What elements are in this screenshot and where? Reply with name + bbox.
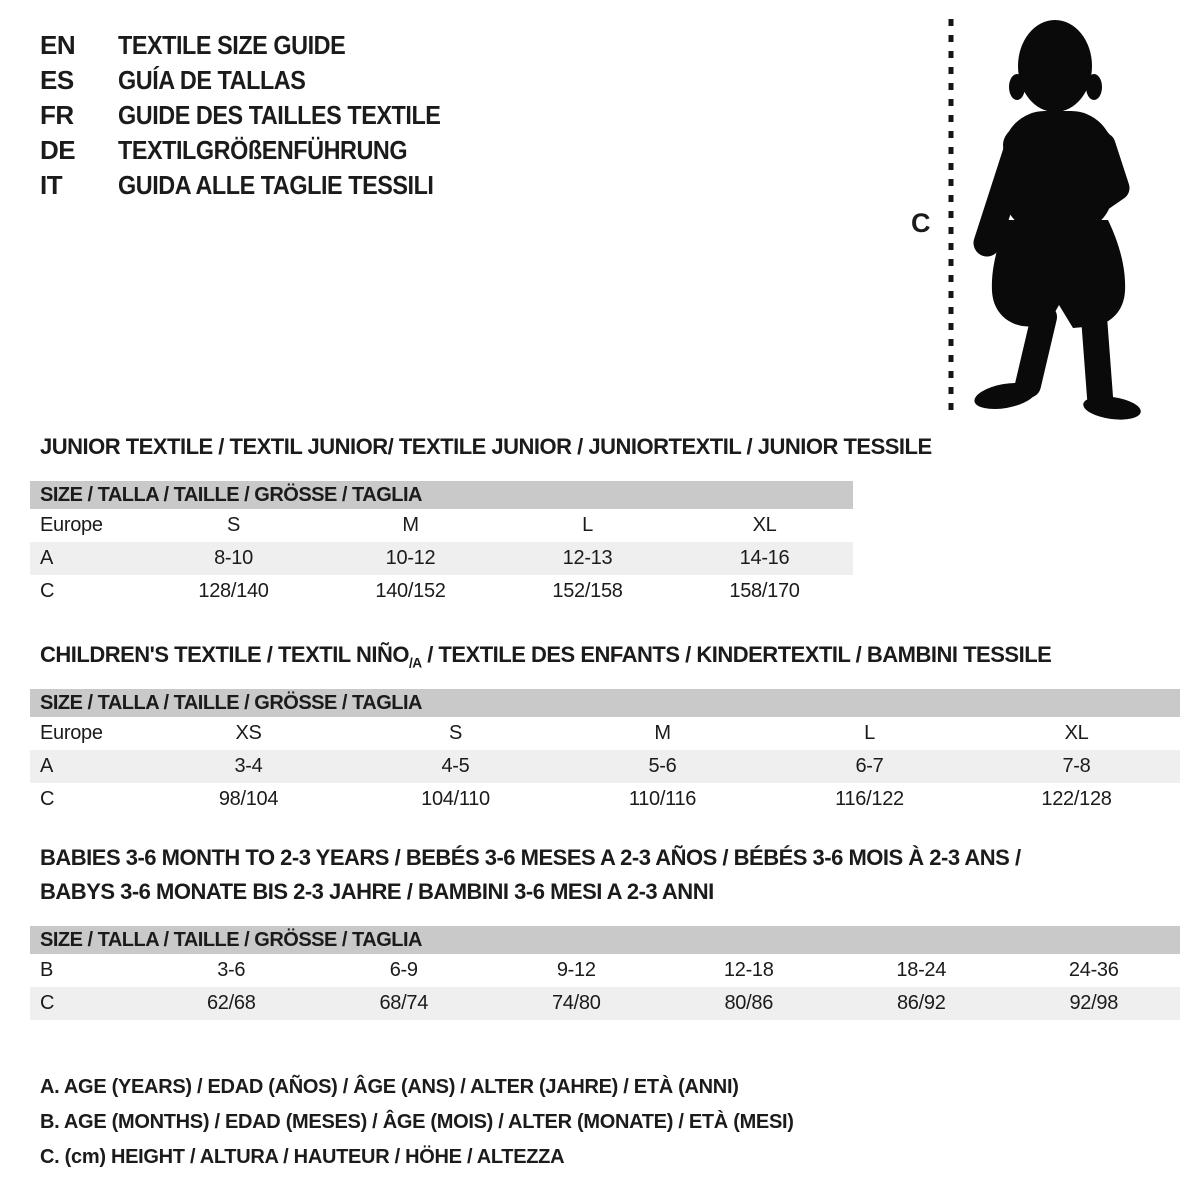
toddler-silhouette-icon: [905, 5, 1165, 425]
height-cell: 104/110: [421, 788, 490, 810]
junior-europe-row: [30, 509, 853, 542]
months-cell: 3-6: [217, 959, 246, 981]
age-cell: 14-16: [739, 547, 790, 569]
row-label: C: [40, 580, 55, 602]
language-row-en: [40, 28, 476, 63]
size-cell: XL: [752, 514, 777, 536]
height-cell: 62/68: [206, 992, 256, 1014]
language-row-fr: [40, 98, 476, 133]
guide-title-es: GUÍA DE TALLAS: [118, 65, 306, 95]
language-code-de: DE: [40, 135, 76, 165]
height-cell: 68/74: [379, 992, 429, 1014]
babies-table: [30, 926, 1180, 1020]
row-label: A: [40, 755, 54, 777]
age-cell: 4-5: [441, 755, 470, 777]
months-cell: 18-24: [896, 959, 947, 981]
language-code-en: EN: [40, 30, 76, 60]
children-height-row: [30, 783, 1180, 816]
row-label: Europe: [40, 514, 103, 536]
months-cell: 12-18: [723, 959, 774, 981]
size-cell: M: [402, 514, 419, 536]
size-cell: XL: [1064, 722, 1089, 744]
language-row-it: [40, 168, 476, 203]
age-cell: 3-4: [234, 755, 263, 777]
age-cell: 10-12: [385, 547, 436, 569]
age-cell: 8-10: [214, 547, 253, 569]
size-cell: S: [448, 722, 463, 744]
children-title-prefix: CHILDREN'S TEXTILE / TEXTIL NIÑO: [40, 642, 409, 667]
language-row-de: [40, 133, 476, 168]
junior-table: [30, 481, 853, 608]
height-cell: 86/92: [896, 992, 946, 1014]
guide-title-en: TEXTILE SIZE GUIDE: [118, 30, 346, 60]
row-label: C: [40, 992, 55, 1014]
months-cell: 24-36: [1068, 959, 1119, 981]
babies-table-section: [30, 841, 1180, 1020]
legend-age-months: B. AGE (MONTHS) / EDAD (MESES) / ÂGE (MOIS) / ALTER (MONATE) / ETÀ (MESI): [40, 1111, 794, 1133]
height-cell: 158/170: [729, 580, 800, 602]
age-cell: 12-13: [562, 547, 613, 569]
height-cell: 92/98: [1069, 992, 1119, 1014]
guide-title-it: GUIDA ALLE TAGLIE TESSILI: [118, 170, 434, 200]
height-cell: 74/80: [551, 992, 601, 1014]
height-cell: 98/104: [218, 788, 279, 810]
height-cell: 128/140: [198, 580, 269, 602]
height-cell: 122/128: [1041, 788, 1112, 810]
children-age-row: [30, 750, 1180, 783]
babies-table-title-line2: BABYS 3-6 MONATE BIS 2-3 JAHRE / BAMBINI 3-6 MESI A 2-3 ANNI: [40, 879, 714, 904]
size-cell: L: [864, 722, 875, 744]
language-code-it: IT: [40, 170, 63, 200]
junior-age-row: [30, 542, 853, 575]
toddler-figure: [905, 5, 1165, 425]
language-code-fr: FR: [40, 100, 74, 130]
height-cell: 140/152: [375, 580, 446, 602]
babies-table-title-line1: BABIES 3-6 MONTH TO 2-3 YEARS / BEBÉS 3-6 MESES A 2-3 AÑOS / BÉBÉS 3-6 MOIS À 2-3 ANS /: [40, 845, 1021, 870]
size-cell: S: [226, 514, 241, 536]
height-cell: 116/122: [835, 788, 904, 810]
legend-age-years: A. AGE (YEARS) / EDAD (AÑOS) / ÂGE (ANS) / ALTER (JAHRE) / ETÀ (ANNI): [40, 1076, 739, 1098]
age-cell: 5-6: [648, 755, 677, 777]
row-label: B: [40, 959, 54, 981]
size-cell: XS: [235, 722, 262, 744]
size-cell: L: [582, 514, 593, 536]
age-cell: 6-7: [855, 755, 884, 777]
children-table: [30, 689, 1180, 816]
children-table-section: [30, 642, 1180, 816]
guide-title-fr: GUIDE DES TAILLES TEXTILE: [118, 100, 441, 130]
language-code-es: ES: [40, 65, 74, 95]
babies-size-header: SIZE / TALLA / TAILLE / GRÖSSE / TAGLIA: [30, 926, 1180, 954]
junior-size-header: SIZE / TALLA / TAILLE / GRÖSSE / TAGLIA: [30, 481, 853, 509]
height-measure-label: C: [911, 208, 931, 238]
legend-block: [40, 1070, 794, 1175]
row-label: Europe: [40, 722, 103, 744]
row-label: A: [40, 547, 54, 569]
children-title-suffix: / TEXTILE DES ENFANTS / KINDERTEXTIL / BAMBINI TESSILE: [421, 642, 1052, 667]
size-cell: M: [654, 722, 671, 744]
legend-height-cm: C. (cm) HEIGHT / ALTURA / HAUTEUR / HÖHE / ALTEZZA: [40, 1146, 565, 1168]
guide-title-de: TEXTILGRÖßENFÜHRUNG: [118, 135, 408, 165]
children-europe-row: [30, 717, 1180, 750]
language-title-block: [40, 28, 476, 203]
children-table-title: [30, 642, 1180, 671]
row-label: C: [40, 788, 55, 810]
junior-height-row: [30, 575, 853, 608]
babies-height-row: [30, 987, 1180, 1020]
language-row-es: [40, 63, 476, 98]
junior-table-title: JUNIOR TEXTILE / TEXTIL JUNIOR/ TEXTILE JUNIOR / JUNIORTEXTIL / JUNIOR TESSILE: [40, 434, 932, 459]
children-size-header: SIZE / TALLA / TAILLE / GRÖSSE / TAGLIA: [30, 689, 1180, 717]
babies-months-row: [30, 954, 1180, 987]
age-cell: 7-8: [1062, 755, 1091, 777]
children-title-sub: /A: [408, 655, 422, 671]
months-cell: 9-12: [556, 959, 596, 981]
height-cell: 152/158: [552, 580, 623, 602]
height-cell: 80/86: [724, 992, 774, 1014]
junior-table-section: [30, 434, 932, 608]
height-cell: 110/116: [628, 788, 697, 810]
months-cell: 6-9: [389, 959, 418, 981]
